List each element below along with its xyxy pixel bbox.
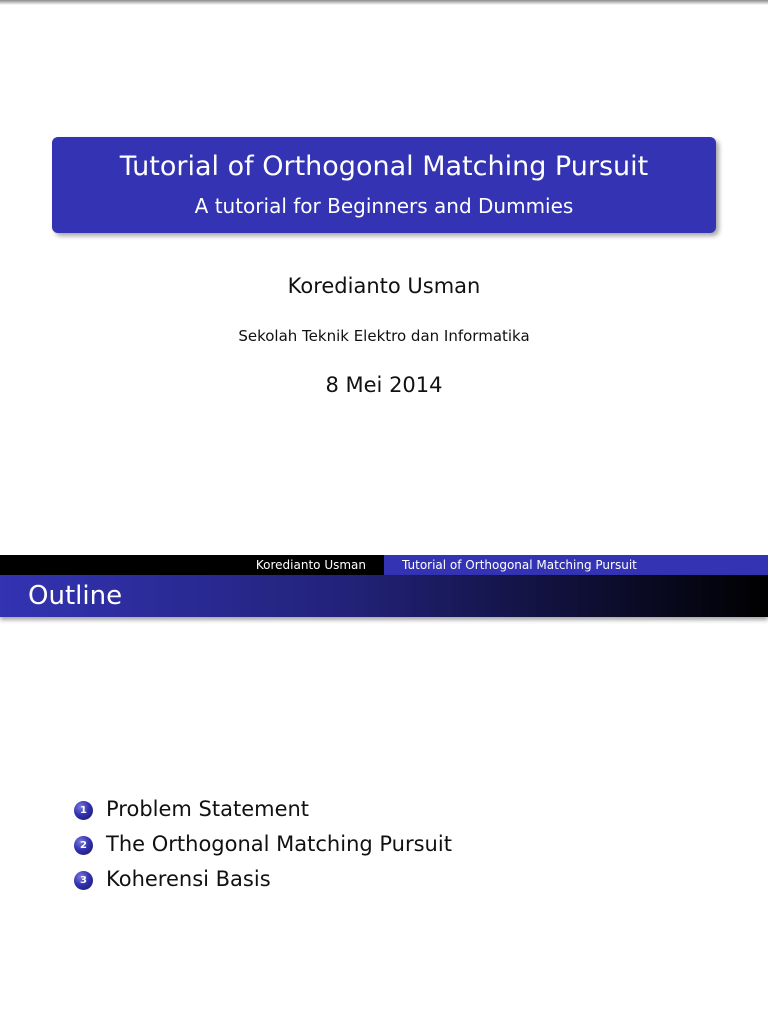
slide-subtitle: A tutorial for Beginners and Dummies (194, 194, 574, 218)
slide-title: Tutorial of Orthogonal Matching Pursuit (119, 151, 649, 182)
institute-name: Sekolah Teknik Elektro dan Informatika (238, 327, 530, 345)
frame-title: Outline (28, 581, 123, 611)
numbered-ball-icon: 3 (74, 871, 93, 890)
presentation-date: 8 Mei 2014 (325, 373, 443, 397)
frame-title-bar (0, 575, 768, 617)
slide-footer (0, 555, 768, 575)
outline-item-label: Problem Statement (106, 797, 310, 821)
footer-author: Koredianto Usman (0, 555, 384, 575)
footer-title: Tutorial of Orthogonal Matching Pursuit (384, 555, 768, 575)
title-block (52, 137, 716, 233)
outline-item-label: Koherensi Basis (106, 867, 271, 891)
outline-item-label: The Orthogonal Matching Pursuit (106, 832, 452, 856)
page-top-shadow (0, 0, 768, 5)
author-name: Koredianto Usman (287, 274, 481, 298)
numbered-ball-icon: 2 (74, 836, 93, 855)
numbered-ball-icon: 1 (74, 801, 93, 820)
